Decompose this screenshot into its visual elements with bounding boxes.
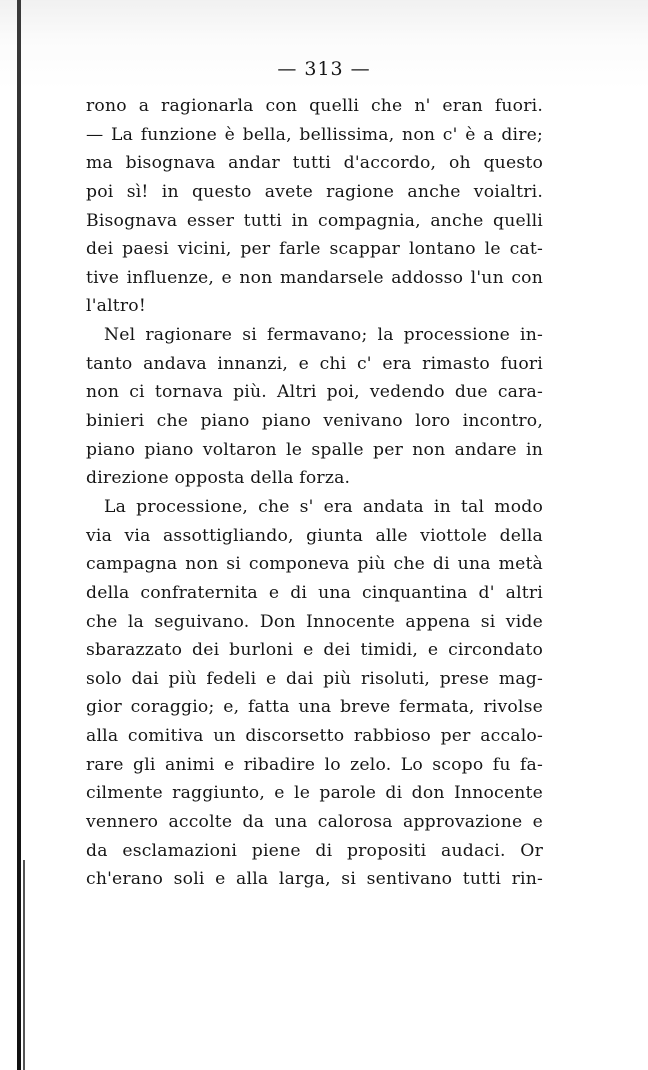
text-line: — La funzione è bella, bellissima, non c' è a dire; [86,124,543,145]
text-line: da esclamazioni piene di propositi audaci. Or [86,840,543,861]
text-line: della confraternita e di una cinquantina d' altri [86,582,543,603]
text-line: solo dai più fedeli e dai più risoluti, prese mag- [86,668,543,689]
text-line: poi sì! in questo avete ragione anche voialtri. [86,181,543,202]
binding-edge-shadow [23,860,25,1070]
text-line: alla comitiva un discorsetto rabbioso per accalo- [86,726,543,747]
text-line: rono a ragionarla con quelli che n' eran fuori. [86,96,543,116]
text-line: via via assottigliando, giunta alle viottole della [86,525,543,546]
text-line: ma bisognava andar tutti d'accordo, oh questo [86,153,543,174]
text-line: cilmente raggiunto, e le parole di don Innocente [86,783,543,804]
text-line: direzione opposta della forza. [86,468,351,489]
text-line: gior coraggio; e, fatta una breve fermata, rivolse [86,697,543,718]
text-line: vennero accolte da una calorosa approvazione e [86,812,543,833]
page-number: — 313 — [277,58,371,80]
text-line: dei paesi vicini, per farle scappar lontano le cat- [86,239,543,260]
text-line: rare gli animi e ribadire lo zelo. Lo scopo fu fa- [86,754,543,775]
text-line: binieri che piano piano venivano loro incontro, [86,411,543,432]
body-text [86,92,543,894]
paragraph [86,92,543,321]
text-line: piano piano voltaron le spalle per non andare in [86,439,543,460]
paragraph [86,321,543,493]
text-line: che la seguivano. Don Innocente appena si vide [86,611,543,632]
paragraph [86,493,543,894]
text-line: non ci tornava più. Altri poi, vedendo due cara- [86,382,543,403]
text-line: tive influenze, e non mandarsele addosso l'un con [86,267,543,288]
text-line: Bisognava esser tutti in compagnia, anche quelli [86,210,543,231]
binding-edge [17,0,21,1070]
text-line: Nel ragionare si fermavano; la processione in- [104,325,543,346]
text-line: La processione, che s' era andata in tal modo [104,496,543,517]
text-line: tanto andava innanzi, e chi c' era rimasto fuori [86,353,543,374]
text-line: sbarazzato dei burloni e dei timidi, e circondato [86,640,543,661]
text-line: campagna non si componeva più che di una metà [86,554,543,575]
text-line: l'altro! [86,296,146,317]
text-line: ch'erano soli e alla larga, si sentivano tutti rin- [86,869,543,890]
